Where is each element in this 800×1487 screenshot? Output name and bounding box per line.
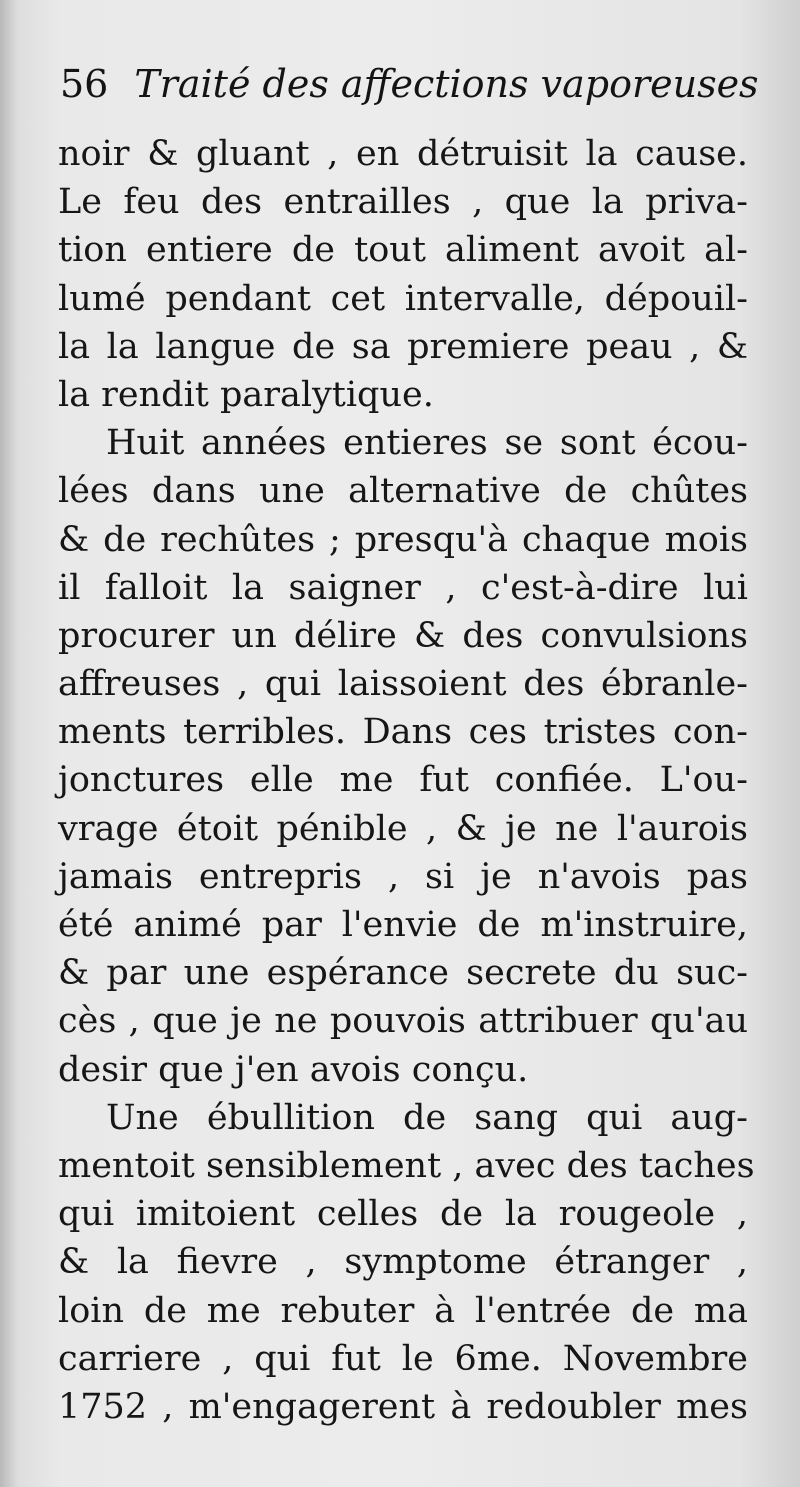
text-line: il falloit la saigner , c'est-à-dire lui [58,567,748,608]
text-line: lées dans une alternative de chûtes [58,471,748,512]
text-line: & par une espérance secrete du suc- [58,953,748,994]
running-title: Traité des affections vaporeuses [134,62,759,106]
text-line: mentoit sensiblement , avec des taches [58,1145,755,1186]
text-line: qui imitoient celles de la rougeole , [58,1194,748,1235]
text-line: été animé par l'envie de m'instruire, [58,905,748,945]
text-line: la la langue de sa premiere peau , & [58,326,748,367]
text-line: carriere , qui fut le 6me. Novembre [58,1338,748,1379]
text-line: & de rechûtes ; presqu'à chaque mois [58,519,748,560]
body-text [58,130,755,1431]
text-line: jonctures elle me fut confiée. L'ou- [58,760,748,801]
text-line: Huit années entieres se sont écou- [106,423,748,464]
text-line: ments terribles. Dans ces tristes con- [58,712,748,753]
text-line: & la fievre , symptome étranger , [58,1242,748,1283]
page-number: 56 [60,62,109,106]
text-line: la rendit paralytique. [58,374,434,415]
text-line: Le feu des entrailles , que la priva- [58,182,748,223]
text-line: vrage étoit pénible , & je ne l'aurois [58,808,748,849]
text-line: loin de me rebuter à l'entrée de ma [58,1290,748,1331]
text-line: affreuses , qui laissoient des ébranle- [58,664,748,705]
text-line: noir & gluant , en détruisit la cause. [58,134,748,174]
page-header [60,62,760,122]
text-line: cès , que je ne pouvois attribuer qu'au [58,1001,748,1042]
text-line: jamais entrepris , si je n'avois pas [58,856,748,897]
text-line: procurer un délire & des convulsions [58,615,748,656]
text-line: Une ébullition de sang qui aug- [106,1097,748,1138]
text-line: lumé pendant cet intervalle, dépouil- [58,278,748,319]
text-line: desir que j'en avois conçu. [58,1049,529,1090]
text-line: 1752 , m'engagerent à redoubler mes [58,1386,748,1427]
text-line: tion entiere de tout aliment avoit al- [58,230,748,271]
